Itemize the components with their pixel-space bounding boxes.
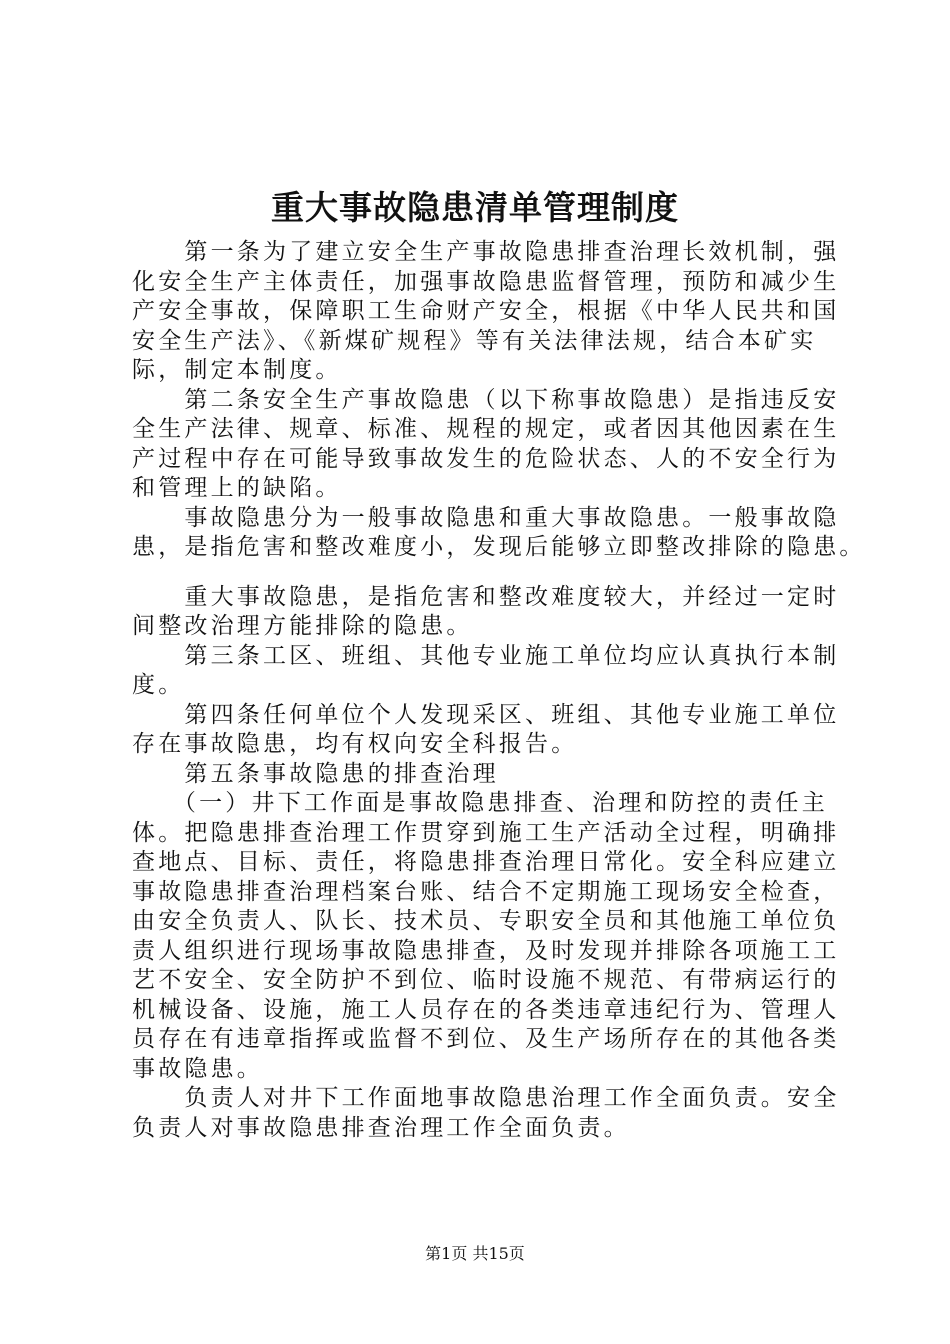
body-line: 间整改治理方能排除的隐患。	[132, 613, 473, 639]
body-line: 全生产法律、规章、标准、规程的规定，或者因其他因素在生	[132, 416, 840, 442]
body-line: 化安全生产主体责任，加强事故隐患监督管理，预防和减少生	[132, 268, 840, 295]
body-line: 产安全事故，保障职工生命财产安全，根据《中华人民共和国	[132, 298, 840, 324]
body-line: 安全生产法》、《新煤矿规程》等有关法律法规，结合本矿实	[132, 327, 817, 354]
body-line: 责人组织进行现场事故隐患排查，及时发现并排除各项施工工	[132, 937, 840, 964]
body-line: 度。	[132, 672, 185, 698]
body-line: 负责人对井下工作面地事故隐患治理工作全面负责。安全	[132, 1085, 840, 1111]
body-line: 负责人对事故隐患排查治理工作全面负责。	[132, 1114, 630, 1141]
body-line: 存在事故隐患，均有权向安全科报告。	[132, 731, 578, 757]
body-line: 第一条为了建立安全生产事故隐患排查治理长效机制，强	[132, 239, 840, 265]
body-line: 查地点、目标、责任，将隐患排查治理日常化。安全科应建立	[132, 849, 840, 875]
paragraph-gap	[132, 563, 832, 583]
body-line: 第五条事故隐患的排查治理	[132, 760, 499, 787]
body-line: 际，制定本制度。	[132, 357, 342, 383]
body-line: 事故隐患。	[132, 1055, 263, 1082]
page-footer: 第1页 共15页	[425, 1244, 525, 1263]
body-line: 由安全负责人、队长、技术员、专职安全员和其他施工单位负	[132, 908, 840, 934]
body-line: 事故隐患排查治理档案台账、结合不定期施工现场安全检查，	[132, 878, 840, 905]
body-line: 机械设备、设施，施工人员存在的各类违章违纪行为、管理人	[132, 996, 840, 1023]
body-line: 事故隐患分为一般事故隐患和重大事故隐患。一般事故隐	[132, 504, 840, 531]
body-line: （一）井下工作面是事故隐患排查、治理和防控的责任主	[132, 790, 828, 816]
body-line: 和管理上的缺陷。	[132, 475, 342, 501]
document-title: 重大事故隐患清单管理制度	[271, 188, 679, 227]
body-line: 体。把隐患排查治理工作贯穿到施工生产活动全过程，明确排	[132, 819, 840, 846]
document-body	[132, 238, 866, 1143]
body-line: 重大事故隐患，是指危害和整改难度较大，并经过一定时	[132, 583, 840, 610]
body-line: 产过程中存在可能导致事故发生的危险状态、人的不安全行为	[132, 445, 840, 472]
body-line: 第三条工区、班组、其他专业施工单位均应认真执行本制	[132, 642, 840, 669]
body-line: 艺不安全、安全防护不到位、临时设施不规范、有带病运行的	[132, 967, 840, 993]
body-line: 第二条安全生产事故隐患（以下称事故隐患）是指违反安	[132, 386, 840, 413]
body-line: 患，是指危害和整改难度小，发现后能够立即整改排除的隐患。	[132, 534, 866, 560]
body-line: 员存在有违章指挥或监督不到位、及生产场所存在的其他各类	[132, 1026, 840, 1052]
body-line: 第四条任何单位个人发现采区、班组、其他专业施工单位	[132, 701, 840, 728]
